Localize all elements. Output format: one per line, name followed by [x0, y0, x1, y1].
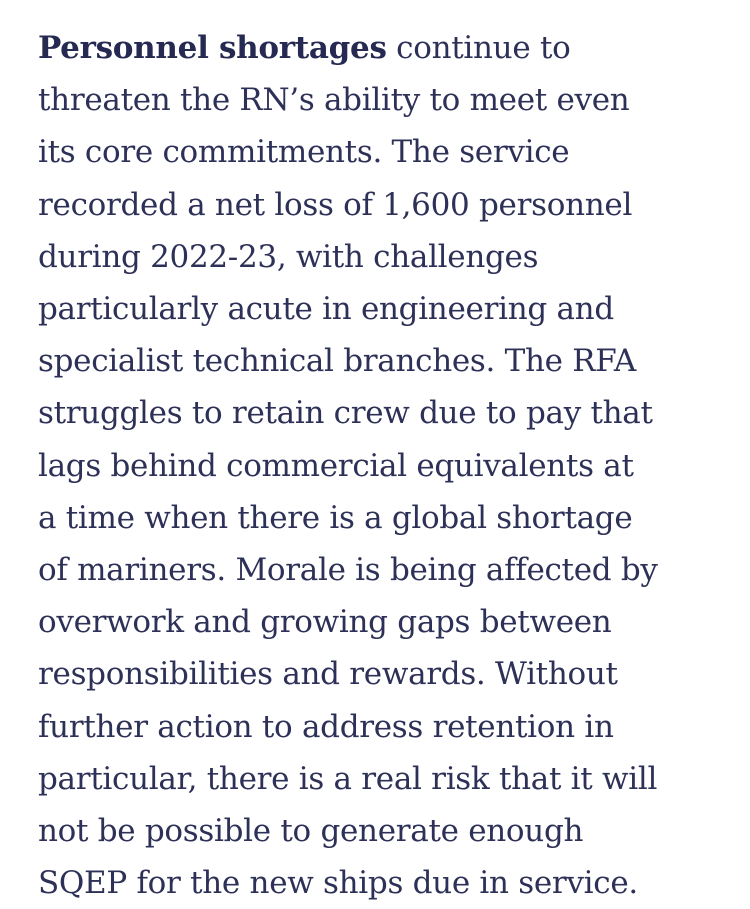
- article-paragraph: [38, 22, 738, 909]
- text-line-11: of mariners. Morale is being affected by: [38, 552, 658, 589]
- text-line-17: SQEP for the new ships due in service.: [38, 865, 638, 902]
- text-line-10: a time when there is a global shortage: [38, 499, 633, 536]
- text-line-4: recorded a net loss of 1,600 personnel: [38, 186, 633, 223]
- text-line-14: further action to address retention in: [38, 708, 614, 745]
- text-line-8: struggles to retain crew due to pay that: [38, 395, 653, 432]
- text-line-13: responsibilities and rewards. Without: [38, 656, 618, 693]
- text-line-16: not be possible to generate enough: [38, 813, 584, 850]
- lead-phrase: Personnel shortages: [38, 30, 387, 66]
- text-line-2: threaten the RN’s ability to meet even: [38, 82, 630, 119]
- text-line-6: particularly acute in engineering and: [38, 291, 614, 328]
- text-line-12: overwork and growing gaps between: [38, 604, 612, 641]
- text-line-5: during 2022-23, with challenges: [38, 238, 539, 275]
- text-line-1-rest: continue to: [386, 30, 571, 66]
- text-line-7: specialist technical branches. The RFA: [38, 343, 636, 380]
- text-line-3: its core commitments. The service: [38, 134, 570, 171]
- text-line-1: [38, 22, 738, 74]
- text-line-15: particular, there is a real risk that it will: [38, 760, 658, 797]
- text-line-9: lags behind commercial equivalents at: [38, 447, 634, 484]
